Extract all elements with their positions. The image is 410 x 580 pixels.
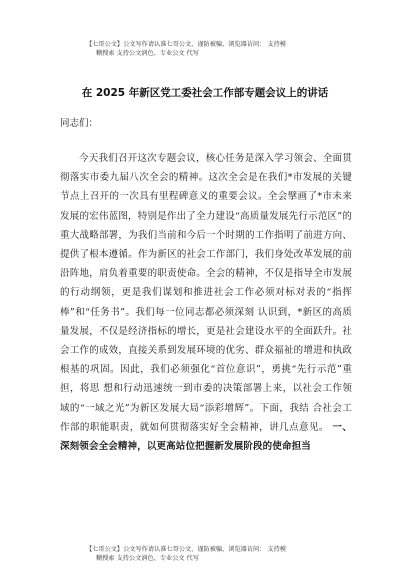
footer-line-2: 糊搜索 支持公文润色、专业公文 代写 <box>96 555 199 562</box>
body-paragraph <box>60 149 352 456</box>
body-text: 今天我们召开这次专题会议，核心任务是深入学习领会、全面贯彻落实市委九届八次全会的精神。这次全会是在我们*市发展的关键节点上召开的一次具有里程碑意义的重要会议。全会擘画了*市未来发展的宏伟蓝图，特别是作出了全力建设“高质量发展先行示范区”的重大战略部署，为我们当前和今后一个时期的工作指明了前进方向、提供了根本遵循。作为新区的社会工作部门，我们身处改革发展的前沿阵地，肩负着重要的职责使命。全会的精神，不仅是指导全市发展的行动纲领，更是我们谋划和推进社会工作必须对标对表的“指挥棒”和“任务书”。我们每一位同志都必须深刻 认识到，*新区的高质量发展，不仅是经济指标的增长，更是社会建设水平的全面跃升。社会工作的成效，直接关系到发展环境的优劣、群众福祉的增进和执政根基的巩固。因此，我们必须强化“首位意识”，勇挑“先行示范”重担，将思 想和行动迅速统一到市委的决策部署上来，以社会工作领域的“一域之光”为新区发展大局“添彩增辉”。下面，我结 合社会工作部的职能职责，就如何贯彻落实好全会精神，讲几点意见。 <box>60 153 352 433</box>
header-line-1: 【七哥公文】公文写作请认准七哥公文、谨防被骗，浏览器访问： 支持模 <box>86 41 286 48</box>
document-title: 在 2025 年新区党工委社会工作部专题会议上的讲话 <box>81 87 329 99</box>
greeting: 同志们： <box>60 118 99 129</box>
page-header-banner <box>86 40 336 58</box>
header-line-2: 糊搜索 支持公文润色、专业公文 代写 <box>96 50 199 57</box>
footer-line-1: 【七哥公文】公文写作请认准七哥公文、谨防被骗，浏览器访问： 支持模 <box>86 546 286 553</box>
section-heading: 一、深刻领会全会精神，以更高站位把握新发展阶段的使命担当 <box>60 421 352 453</box>
page-footer-banner <box>86 545 336 563</box>
